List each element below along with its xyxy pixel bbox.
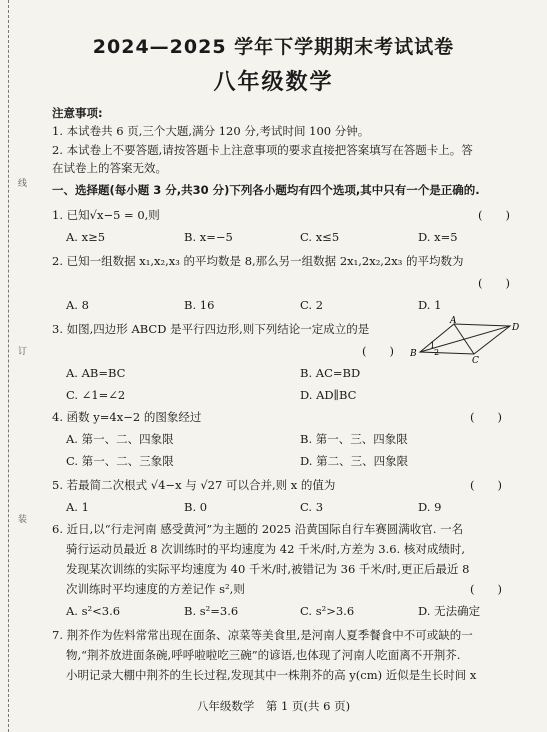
q2-option-b: B. 16: [184, 298, 215, 312]
q3-answer-paren: ( ): [362, 344, 394, 358]
notice-item-2-line-2: 在试卷上的答案无效。: [52, 161, 167, 175]
q6-option-d: D. 无法确定: [418, 604, 481, 618]
q5-option-d: D. 9: [418, 500, 442, 514]
vertex-label-c: C: [472, 356, 479, 364]
q4-answer-paren: ( ): [470, 410, 502, 424]
q6-answer-paren: ( ): [470, 582, 502, 596]
q2-stem: 2. 已知一组数据 x₁,x₂,x₃ 的平均数是 8,那么另一组数据 2x₁,2x₂,2x₃ 的平均数为: [52, 254, 464, 268]
binding-margin: [0, 0, 30, 732]
q6-option-b: B. s²=3.6: [184, 604, 239, 618]
q4-option-a: A. 第一、二、四象限: [66, 432, 174, 446]
vertex-label-d: D: [512, 323, 520, 333]
q5-option-b: B. 0: [184, 500, 208, 514]
cut-line: [8, 0, 9, 732]
q3-option-d: D. AD∥BC: [300, 388, 357, 402]
q5-option-c: C. 3: [300, 500, 324, 514]
exam-title: 2024—2025 学年下学期期末考试试卷: [92, 36, 455, 58]
notice-item-1: 1. 本试卷共 6 页,三个大题,满分 120 分,考试时间 100 分钟。: [52, 124, 370, 138]
q1-answer-paren: ( ): [478, 208, 510, 222]
q5-answer-paren: ( ): [470, 478, 502, 492]
q5-option-a: A. 1: [66, 500, 89, 514]
q4-stem: 4. 函数 y=4x−2 的图象经过: [52, 410, 202, 424]
q3-option-b: B. AC=BD: [300, 366, 361, 380]
q7-stem-line-1: 7. 荆芥作为佐料常常出现在面条、凉菜等美食里,是河南人夏季餐食中不可或缺的一: [52, 628, 473, 642]
page-footer: 八年级数学 第 1 页(共 6 页): [196, 699, 351, 713]
section-1-heading: 一、选择题(每小题 3 分,共30 分)下列各小题均有四个选项,其中只有一个是正确的.: [52, 183, 480, 197]
q1-option-b: B. x=−5: [184, 230, 233, 244]
q1-option-c: C. x≤5: [300, 230, 340, 244]
q6-stem-line-3: 发现某次训练的实际平均速度为 40 千米/时,被错记为 36 千米/时,更正后最近 8: [66, 562, 470, 576]
q1-option-d: D. x=5: [418, 230, 458, 244]
q3-stem: 3. 如图,四边形 ABCD 是平行四边形,则下列结论一定成立的是: [52, 322, 370, 336]
q1-option-a: A. x≥5: [66, 230, 106, 244]
vertex-label-b: B: [410, 349, 417, 359]
angle-label-1: 1: [430, 341, 436, 350]
q4-option-d: D. 第二、三、四象限: [300, 454, 409, 468]
margin-mark-line: 线: [18, 179, 28, 189]
q2-option-a: A. 8: [66, 298, 89, 312]
q5-stem: 5. 若最简二次根式 √4−x 与 √27 可以合并,则 x 的值为: [52, 478, 336, 492]
q2-option-c: C. 2: [300, 298, 324, 312]
q7-stem-line-2: 物,“荆芥放进面条碗,呼呼啦啦吃三碗”的谚语,也体现了河南人吃面离不开荆芥.: [66, 648, 461, 662]
notice-item-2-line-1: 2. 本试卷上不要答题,请按答题卡上注意事项的要求直接把答案填写在答题卡上。答: [52, 143, 473, 157]
q4-option-c: C. 第一、二、三象限: [66, 454, 174, 468]
q3-option-a: A. AB=BC: [66, 366, 126, 380]
q4-option-b: B. 第一、三、四象限: [300, 432, 408, 446]
q2-answer-paren: ( ): [478, 276, 510, 290]
q6-option-c: C. s²>3.6: [300, 604, 355, 618]
q3-option-c: C. ∠1=∠2: [66, 388, 126, 402]
vertex-label-a: A: [450, 316, 457, 326]
notice-heading: 注意事项:: [52, 106, 103, 120]
angle-label-2: 2: [434, 348, 440, 357]
q6-stem-line-1: 6. 近日,以“行走河南 感受黄河”为主题的 2025 沿黄国际自行车赛圆满收官. 一名: [52, 522, 464, 536]
q6-option-a: A. s²<3.6: [66, 604, 121, 618]
q1-stem: 1. 已知√x−5 = 0,则: [52, 208, 160, 222]
q6-stem-line-2: 骑行运动员最近 8 次训练时的平均速度为 42 千米/时,方差为 3.6. 核对成绩时,: [66, 542, 466, 556]
q6-stem-line-4: 次训练时平均速度的方差记作 s²,则: [66, 582, 245, 596]
q2-option-d: D. 1: [418, 298, 442, 312]
exam-subtitle: 八年级数学: [213, 70, 334, 95]
parallelogram-figure: [410, 316, 522, 364]
margin-mark-bind: 装: [18, 515, 28, 525]
margin-mark-order: 订: [18, 347, 28, 357]
q7-stem-line-3: 小明记录大棚中荆芥的生长过程,发现其中一株荆芥的高 y(cm) 近似是生长时间 x: [66, 668, 477, 682]
